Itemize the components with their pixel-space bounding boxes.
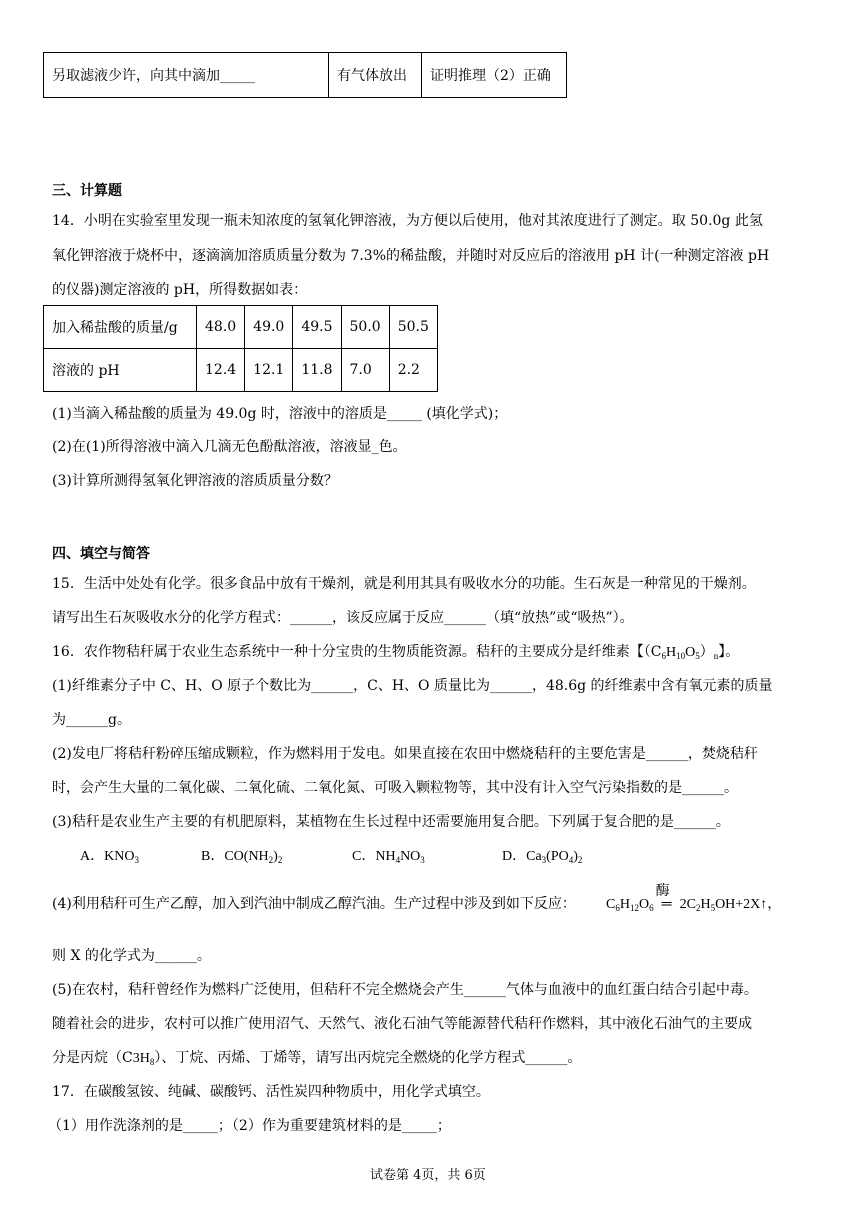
table-cell: 有气体放出	[329, 53, 422, 98]
sub-question: (2)在(1)所得溶液中滴入几滴无色酚酞溶液，溶液显_色。	[52, 439, 407, 455]
section-title: 三、计算题	[52, 183, 122, 199]
table-cell: 49.5	[293, 306, 341, 349]
question-text: 14．小明在实验室里发现一瓶未知浓度的氢氧化钾溶液，为方便以后使用，他对其浓度进行了测定。取 50.0g 此氢	[52, 213, 763, 229]
sub-question	[52, 893, 576, 913]
table-cell: 2.2	[389, 349, 437, 392]
question-text: 氧化钾溶液于烧杯中，逐滴滴加溶质质量分数为 7.3%的稀盐酸，并随时对反应后的溶液用 pH 计(一种测定溶液 pH	[52, 248, 770, 264]
question-text: 请写出生石灰吸收水分的化学方程式：______，该反应属于反应______（填“放热”或“吸热”）。	[52, 610, 634, 626]
table-cell: 证明推理（2）正确	[422, 53, 567, 98]
option-d: D．$Ca_3(PO_4)_2$	[502, 849, 583, 865]
sub-question: (3)秸秆是农业生产主要的有机肥原料，某植物在生长过程中还需要施用复合肥。下列属于复合肥的是______。	[52, 814, 730, 830]
table-cell: 48.0	[197, 306, 245, 349]
table-cell: 50.5	[389, 306, 437, 349]
table-cell: 50.0	[341, 306, 389, 349]
table-row	[44, 53, 567, 98]
sub-question: (2)发电厂将秸秆粉碎压缩成颗粒，作为燃料用于发电。如果直接在农田中燃烧秸秆的主要危害是______，焚烧秸秆	[52, 746, 758, 762]
table-header-cell: 加入稀盐酸的质量/g	[44, 306, 197, 349]
table-cell: 11.8	[293, 349, 341, 392]
sub-question: 则 X 的化学式为______。	[52, 948, 211, 964]
q16-intro-end: 】。	[718, 644, 740, 660]
sub-question: 为______g。	[52, 712, 131, 728]
ph-data-table	[43, 305, 438, 392]
sub-question: 随着社会的进步，农村可以推广使用沼气、天然气、液化石油气等能源替代秸秆作燃料，其中液化石油气的主要成	[52, 1016, 752, 1032]
table-row	[44, 349, 438, 392]
catalyst-label: 酶	[655, 884, 670, 899]
sub-question: (3)计算所测得氢氧化钾溶液的溶质质量分数？	[52, 473, 338, 489]
question-text: 15．生活中处处有化学。很多食品中放有干燥剂，就是利用其具有吸收水分的功能。生石灰是一种常见的干燥剂。	[52, 576, 756, 592]
table-cell: 另取滤液少许，向其中滴加_____	[44, 53, 329, 98]
page-footer: 试卷第 4页，共 6页	[370, 1168, 486, 1183]
sub-question: 时，会产生大量的二氧化碳、二氧化硫、二氧化氮、可吸入颗粒物等，其中没有计入空气污染指数的是______。	[52, 780, 738, 796]
q16-intro-text: 16．农作物秸秆属于农业生态系统中一种十分宝贵的生物质能资源。秸秆的主要成分是纤维素【（C	[52, 644, 662, 660]
sub-question: (5)在农村，秸秆曾经作为燃料广泛使用，但秸秆不完全燃烧会产生______气体与血液中的血红蛋白结合引起中毒。	[52, 982, 758, 998]
option-a: A．$KNO_3$	[80, 849, 139, 865]
sub-question: (1)当滴入稀盐酸的质量为 49.0g 时，溶液中的溶质是_____ (填化学式)；	[52, 406, 508, 422]
sub-question: （1）用作洗涤剂的是_____；（2）作为重要建筑材料的是_____；	[48, 1118, 451, 1134]
section-title: 四、填空与简答	[52, 546, 150, 562]
question-text	[52, 641, 739, 661]
option-b: B．$CO(NH_2)_2$	[201, 849, 283, 865]
table-header-cell: 溶液的 pH	[44, 349, 197, 392]
table-cell: 49.0	[245, 306, 293, 349]
cellulose-formula: $_6H_{10}O_5)_n$	[661, 645, 719, 661]
q16-4-text: (4)利用秸秆可生产乙醇，加入到汽油中制成乙醇汽油。生产过程中涉及到如下反应：	[52, 896, 576, 912]
table-cell: 7.0	[341, 349, 389, 392]
table-cell: 12.4	[197, 349, 245, 392]
question-text: 的仪器)测定溶液的 pH，所得数据如表：	[52, 282, 308, 298]
sub-question: (1)纤维素分子中 C、H、O 原子个数比为______，C、H、O 质量比为______，48.6g 的纤维素中含有氧元素的质量	[52, 678, 773, 694]
table-cell: 12.1	[245, 349, 293, 392]
sub-question: 分是丙烷$(C3H_8)$、丁烷、丙烯、丁烯等，请写出丙烷完全燃烧的化学方程式______。	[52, 1050, 582, 1067]
question-text: 17．在碳酸氢铵、纯碱、碳酸钙、活性炭四种物质中，用化学式填空。	[52, 1084, 490, 1100]
option-c: C．$NH_4NO_3$	[352, 849, 425, 865]
top-table	[43, 52, 567, 98]
table-row	[44, 306, 438, 349]
reaction-equation: $C_6H_{12}O_6$ 酶 ═ $2C_2H_5OH+2X↑$，	[606, 893, 781, 913]
